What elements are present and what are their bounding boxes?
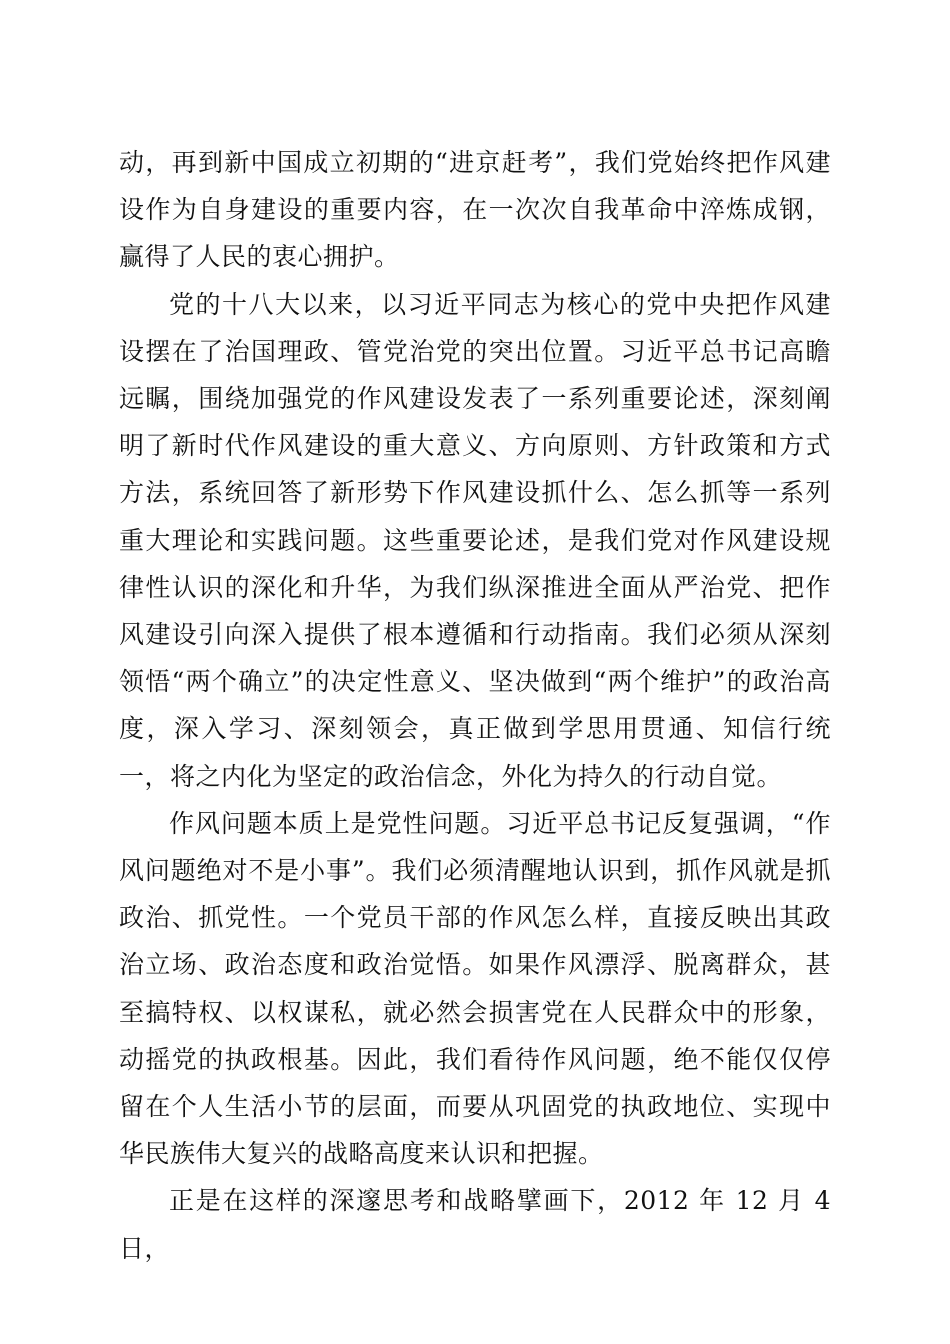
document-body [119,139,831,1272]
paragraph-3: 作风问题本质上是党性问题。习近平总书记反复强调，“作风问题绝对不是小事”。我们必须清醒地认识到，抓作风就是抓政治、抓党性。一个党员干部的作风怎么样，直接反映出其政治立场、政治态度和政治觉悟。如果作风漂浮、脱离群众，甚至搞特权、以权谋私，就必然会损害党在人民群众中的形象，动摇党的执政根基。因此，我们看待作风问题，绝不能仅仅停留在个人生活小节的层面，而要从巩固党的执政地位、实现中华民族伟大复兴的战略高度来认识和把握。 [119,808,831,1169]
paragraph-1: 动，再到新中国成立初期的“进京赶考”，我们党始终把作风建设作为自身建设的重要内容，在一次次自我革命中淬炼成钢，赢得了人民的衷心拥护。 [119,148,831,272]
paragraph-4: 正是在这样的深邃思考和战略擘画下，2012 年 12 月 4 日， [119,1186,831,1263]
paragraph-2: 党的十八大以来，以习近平同志为核心的党中央把作风建设摆在了治国理政、管党治党的突出位置。习近平总书记高瞻远瞩，围绕加强党的作风建设发表了一系列重要论述，深刻阐明了新时代作风建设的重大意义、方向原则、方针政策和方式方法，系统回答了新形势下作风建设抓什么、怎么抓等一系列重大理论和实践问题。这些重要论述，是我们党对作风建设规律性认识的深化和升华，为我们纵深推进全面从严治党、把作风建设引向深入提供了根本遵循和行动指南。我们必须从深刻领悟“两个确立”的决定性意义、坚决做到“两个维护”的政治高度，深入学习、深刻领会，真正做到学思用贯通、知信行统一，将之内化为坚定的政治信念，外化为持久的行动自觉。 [119,289,831,791]
